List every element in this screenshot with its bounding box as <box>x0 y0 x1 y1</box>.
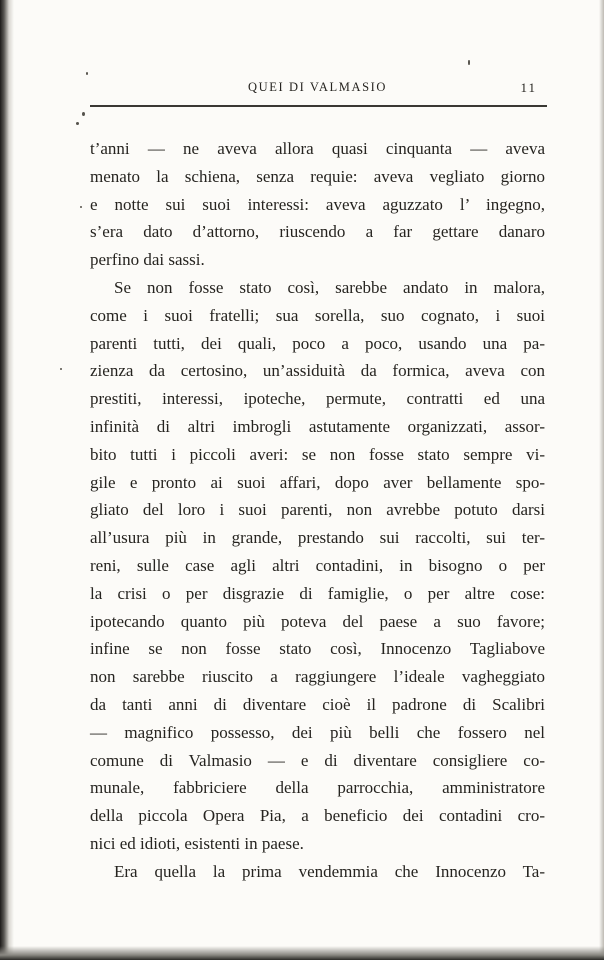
text-line: bito tutti i piccoli averi: se non fosse stato sempre vi- <box>90 444 545 464</box>
text-line: la crisi o per disgrazie di famiglie, o per altre cose: <box>90 583 545 603</box>
text-line: ipotecando quanto più poteva del paese a suo favore; <box>90 611 545 631</box>
page-number: 11 <box>520 80 537 95</box>
text-line: menato la schiena, senza requie: aveva vegliato giorno <box>90 166 545 186</box>
text-line: infinità di altri imbrogli astutamente organizzati, assor- <box>90 416 545 436</box>
ink-speck <box>76 122 79 125</box>
body-text <box>90 135 545 886</box>
text-line: e notte sui suoi interessi: aveva aguzzato l’ ingegno, <box>90 194 545 214</box>
text-line: della piccola Opera Pia, a beneficio dei contadini cro- <box>90 806 545 826</box>
page-edge-shadow-left <box>0 0 14 960</box>
text-line-paragraph-end: perfino dai sassi. <box>90 250 205 270</box>
running-title: QUEI DI VALMASIO <box>247 80 388 94</box>
text-line: parenti tutti, dei quali, poco a poco, usando una pa- <box>90 333 545 353</box>
text-line: da tanti anni di diventare cioè il padrone di Scalibri <box>90 694 545 714</box>
text-line: s’era dato d’attorno, riuscendo a far gettare danaro <box>90 222 545 242</box>
text-line: — magnifico possesso, dei più belli che fossero nel <box>90 722 545 742</box>
text-line-paragraph-start: Era quella la prima vendemmia che Innocenzo Ta- <box>114 861 545 881</box>
ink-speck <box>60 368 62 370</box>
text-line: munale, fabbriciere della parrocchia, amministratore <box>90 778 545 798</box>
text-line: all’usura più in grande, prestando sui raccolti, sui ter- <box>90 528 545 548</box>
text-line-paragraph-start: Se non fosse stato così, sarebbe andato in malora, <box>114 277 545 297</box>
text-line: infine se non fosse stato così, Innocenzo Tagliabove <box>90 639 545 659</box>
text-line: come i suoi fratelli; sua sorella, suo cognato, i suoi <box>90 305 545 325</box>
ink-speck <box>468 60 470 65</box>
text-line: gile e pronto ai suoi affari, dopo aver bellamente spo- <box>90 472 545 492</box>
running-header <box>90 80 545 98</box>
page-edge-shadow-right <box>599 0 604 960</box>
page-edge-shadow-bottom <box>0 946 604 960</box>
header-rule <box>90 105 547 107</box>
ink-speck <box>82 112 85 116</box>
text-line: comune di Valmasio — e di diventare consigliere co- <box>90 750 545 770</box>
text-line: t’anni — ne aveva allora quasi cinquanta — aveva <box>90 139 545 158</box>
ink-speck <box>80 206 82 208</box>
text-line: reni, sulle case agli altri contadini, in bisogno o per <box>90 555 545 575</box>
text-line: non sarebbe riuscito a raggiungere l’ideale vagheggiato <box>90 667 545 687</box>
text-line: gliato del loro i suoi parenti, non avrebbe potuto darsi <box>90 500 545 520</box>
text-line: prestiti, interessi, ipoteche, permute, contratti ed una <box>90 389 545 409</box>
ink-speck <box>86 72 88 75</box>
text-line-paragraph-end: nici ed idioti, esistenti in paese. <box>90 833 304 853</box>
text-line: zienza da certosino, un’assiduità da formica, aveva con <box>90 361 545 381</box>
